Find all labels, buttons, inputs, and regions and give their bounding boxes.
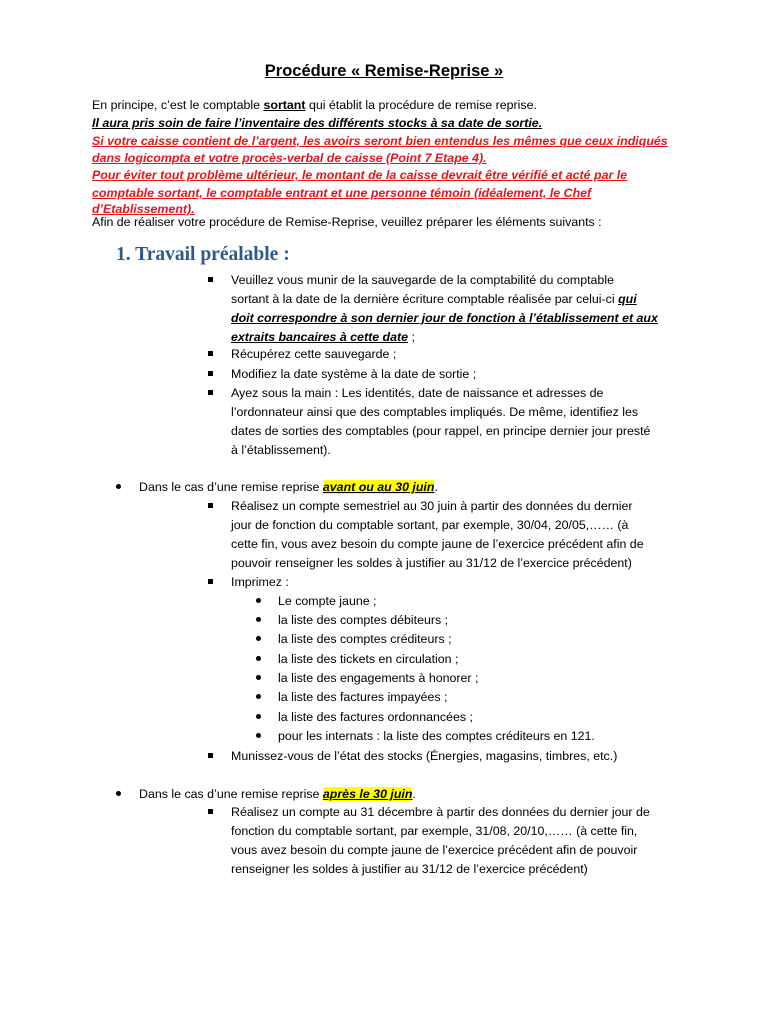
intro-line-1 [92,96,537,114]
case-lead [139,785,416,803]
round-bullet-icon [256,714,261,719]
bullet-text: Réalisez un compte semestriel au 30 juin à partir des données du dernier [231,499,633,513]
intro-warning-line-3: Si votre caisse contient de l’argent, les avoirs seront bien entendus les mêmes que ceux indiqués [92,134,668,148]
intro-line-8: Afin de réaliser votre procédure de Remise-Reprise, veuillez préparer les éléments suivants : [92,215,602,229]
intro-warning-line-7: d’Etablissement). [92,202,195,216]
square-bullet-icon [208,753,213,758]
intro-warning-line-4: dans logicompta et votre procès-verbal de caisse (Point 7 Etape 4). [92,151,487,165]
round-bullet-icon [256,694,261,699]
print-list-item: la liste des factures impayées ; [278,690,448,704]
bullet-emphasis: extraits bancaires à cette date [231,330,409,344]
bullet-text [231,328,415,346]
bullet-text: Réalisez un compte au 31 décembre à partir des données du dernier jour de [231,805,650,819]
bullet-text: vous avez besoin du compte jaune de l’exercice précédent afin de pouvoir [231,843,638,857]
bullet-text: Ayez sous la main : Les identités, date de naissance et adresses de [231,386,604,400]
print-list-item: la liste des tickets en circulation ; [278,652,459,666]
bullet-text-part: ; [408,330,415,344]
bullet-text: Munissez-vous de l’état des stocks (Énergies, magasins, timbres, etc.) [231,749,618,763]
print-list-item: la liste des engagements à honorer ; [278,671,479,685]
print-list-item: pour les internats : la liste des comptes créditeurs en 121. [278,729,595,743]
bullet-text: l’ordonnateur ainsi que des comptables impliqués. De même, identifiez les [231,405,639,419]
square-bullet-icon [208,351,213,356]
round-bullet-icon [256,617,261,622]
bullet-text: pouvoir renseigner les soldes à justifier au 31/12 de l’exercice précédent) [231,556,632,570]
bullet-text: Modifiez la date système à la date de sortie ; [231,367,477,381]
bullet-text: à l’établissement). [231,443,331,457]
square-bullet-icon [208,809,213,814]
intro-warning-line-5: Pour éviter tout problème ultérieur, le montant de la caisse devrait être vérifié et acté par le [92,168,628,182]
page-title: Procédure « Remise-Reprise » [264,62,504,80]
intro-text: En principe, c’est le comptable [92,98,264,112]
highlighted-date: avant ou au 30 juin [322,480,435,494]
case-lead-text: . [412,787,416,801]
print-list-item: la liste des factures ordonnancées ; [278,710,473,724]
bullet-text: dates de sorties des comptables (pour rappel, en principe dernier jour presté [231,424,651,438]
bullet-emphasis: qui [618,292,637,306]
round-bullet-icon [116,484,121,489]
round-bullet-icon [256,656,261,661]
bullet-text-part: sortant à la date de la dernière écriture comptable réalisée par celui-ci [231,292,619,306]
bullet-text: Imprimez : [231,575,289,589]
round-bullet-icon [256,598,261,603]
bullet-text: fonction du comptable sortant, par exemple, 31/08, 20/10,…… (à cette fin, [231,824,638,838]
intro-text: qui établit la procédure de remise reprise. [305,98,537,112]
bullet-text: cette fin, vous avez besoin du compte jaune de l’exercice précédent afin de [231,537,644,551]
case-lead-text: Dans le cas d’une remise reprise [139,480,323,494]
round-bullet-icon [256,675,261,680]
square-bullet-icon [208,371,213,376]
round-bullet-icon [256,636,261,641]
bullet-text: jour de fonction du comptable sortant, par exemple, 30/04, 20/05,…… (à [231,518,629,532]
case-lead-text: Dans le cas d’une remise reprise [139,787,323,801]
print-list-item: Le compte jaune ; [278,594,377,608]
print-list-item: la liste des comptes créditeurs ; [278,632,452,646]
bullet-text: Récupérez cette sauvegarde ; [231,347,397,361]
round-bullet-icon [116,791,121,796]
square-bullet-icon [208,503,213,508]
bullet-text: Veuillez vous munir de la sauvegarde de la comptabilité du comptable [231,273,614,287]
case-lead [139,478,438,496]
bullet-text: renseigner les soldes à justifier au 31/12 de l’exercice précédent) [231,862,588,876]
intro-warning-line-6: comptable sortant, le comptable entrant et une personne témoin (idéalement, le Chef [92,186,592,200]
square-bullet-icon [208,277,213,282]
bullet-text [231,290,637,308]
intro-line-2: Il aura pris soin de faire l’inventaire des différents stocks à sa date de sortie. [92,116,543,130]
square-bullet-icon [208,390,213,395]
round-bullet-icon [256,733,261,738]
intro-emphasis-sortant: sortant [263,98,306,112]
square-bullet-icon [208,579,213,584]
bullet-emphasis-line: doit correspondre à son dernier jour de fonction à l’établissement et aux [231,311,658,325]
case-lead-text: . [434,480,438,494]
print-list-item: la liste des comptes débiteurs ; [278,613,449,627]
section-heading: 1. Travail préalable : [116,244,290,265]
highlighted-date: après le 30 juin [322,787,413,801]
